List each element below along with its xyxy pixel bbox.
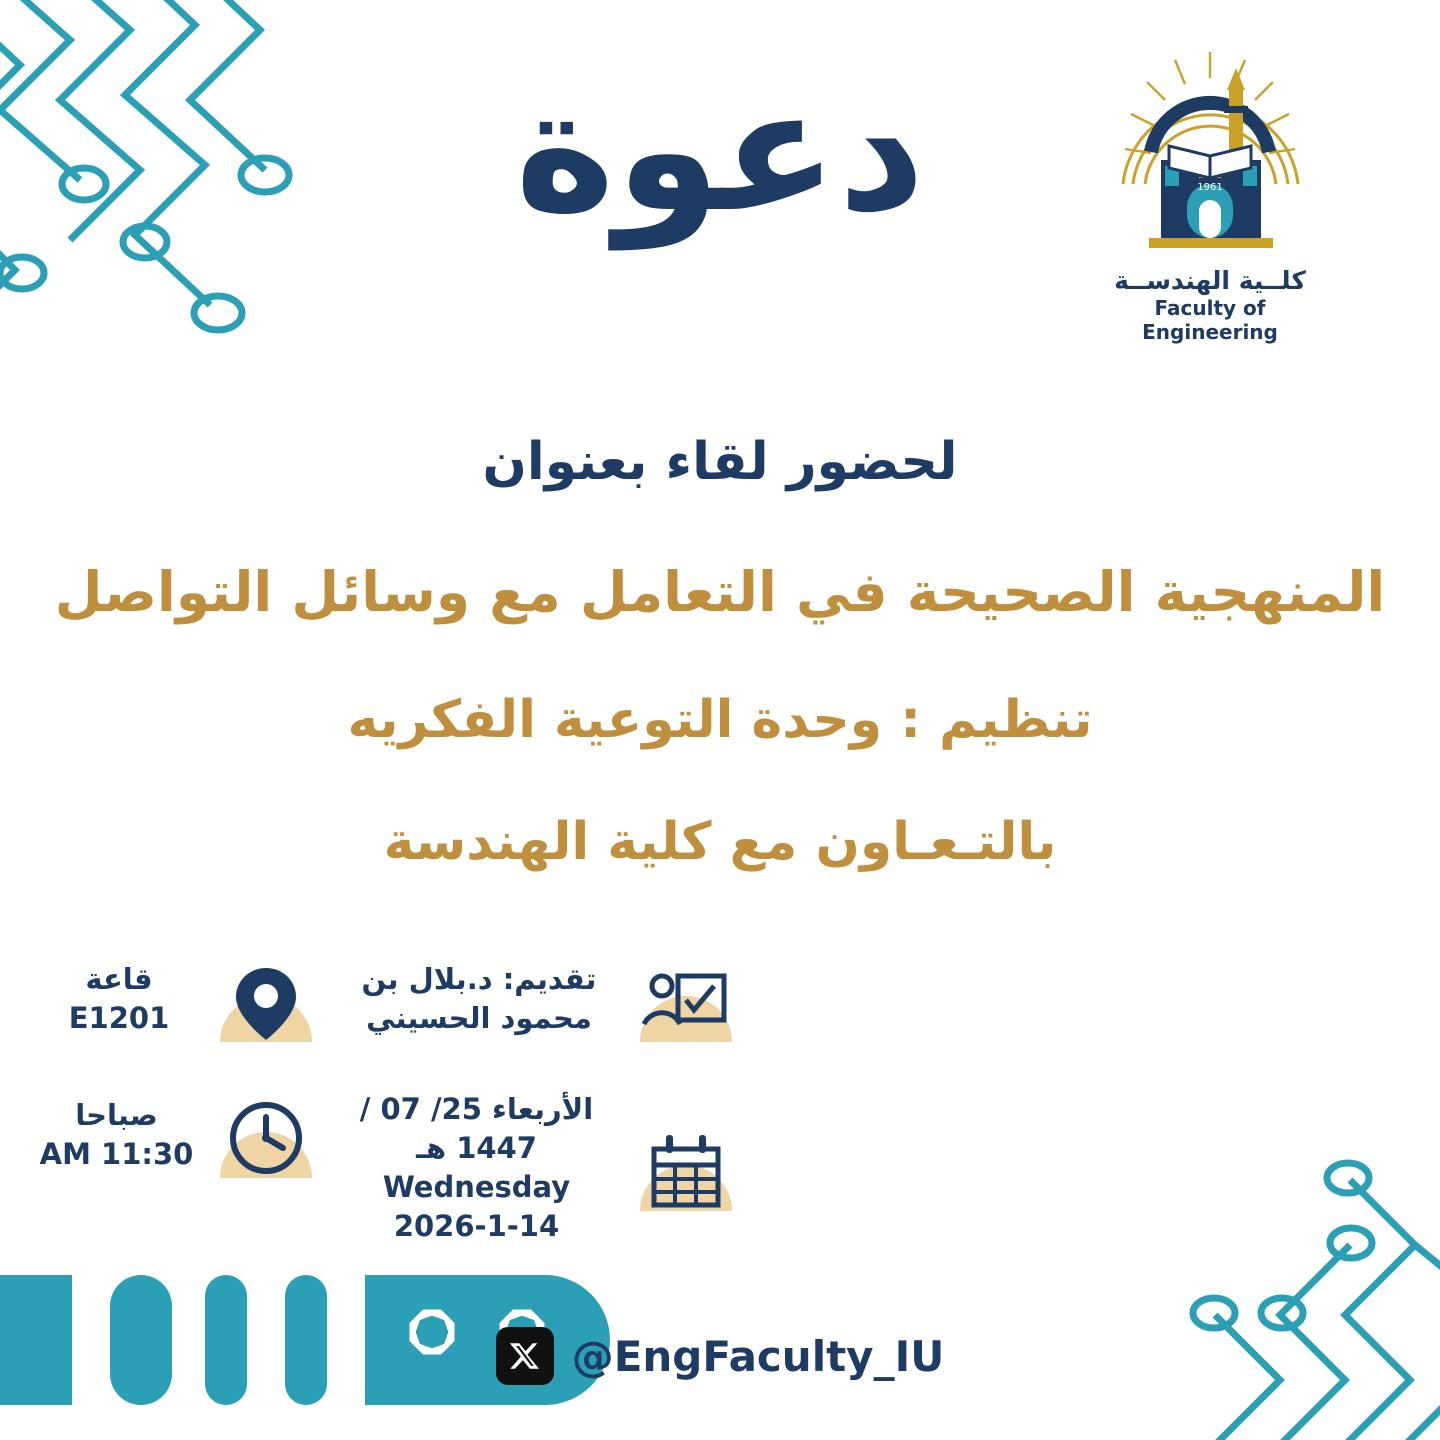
date-hijri: الأربعاء 25/ 07 / 1447 هـ: [359, 1092, 594, 1166]
clock-icon: [202, 1090, 330, 1180]
organizer-line: تنظيم : وحدة التوعية الفكريه: [347, 690, 1093, 750]
logo-english-label: Faculty of Engineering: [1142, 296, 1278, 344]
presenter-icon: [622, 954, 750, 1044]
date-text: [339, 1090, 614, 1247]
x-twitter-icon[interactable]: [496, 1327, 554, 1385]
detail-place: [30, 954, 330, 1044]
logo-arabic-label: كلــية الهندســة: [1114, 266, 1306, 295]
speaker-text: تقديم: د.بلال بن محمود الحسيني: [361, 961, 597, 1035]
event-details: [0, 950, 1440, 1244]
date-gregorian: Wednesday 2026-1-14: [382, 1170, 571, 1244]
svg-text:1961: 1961: [1196, 182, 1223, 193]
detail-time: [30, 1090, 330, 1180]
location-pin-icon: [202, 954, 330, 1044]
calendar-icon: [622, 1123, 750, 1213]
time-text: صباحا 11:30 AM: [39, 1097, 194, 1171]
social-handle[interactable]: [0, 1327, 1440, 1385]
detail-speaker: [330, 954, 750, 1044]
intro-line: لحضور لقاء بعنوان: [482, 432, 958, 492]
page-title: دعوة: [514, 52, 926, 250]
place-text: قاعة E1201: [68, 961, 170, 1035]
partner-line: بالتـعـاون مع كلية الهندسة: [383, 812, 1057, 872]
social-handle-text[interactable]: @EngFaculty_IU: [571, 1331, 945, 1381]
event-title-line: المنهجية الصحيحة في التعامل مع وسائل التواصل: [54, 560, 1386, 624]
detail-date: [330, 1090, 750, 1247]
